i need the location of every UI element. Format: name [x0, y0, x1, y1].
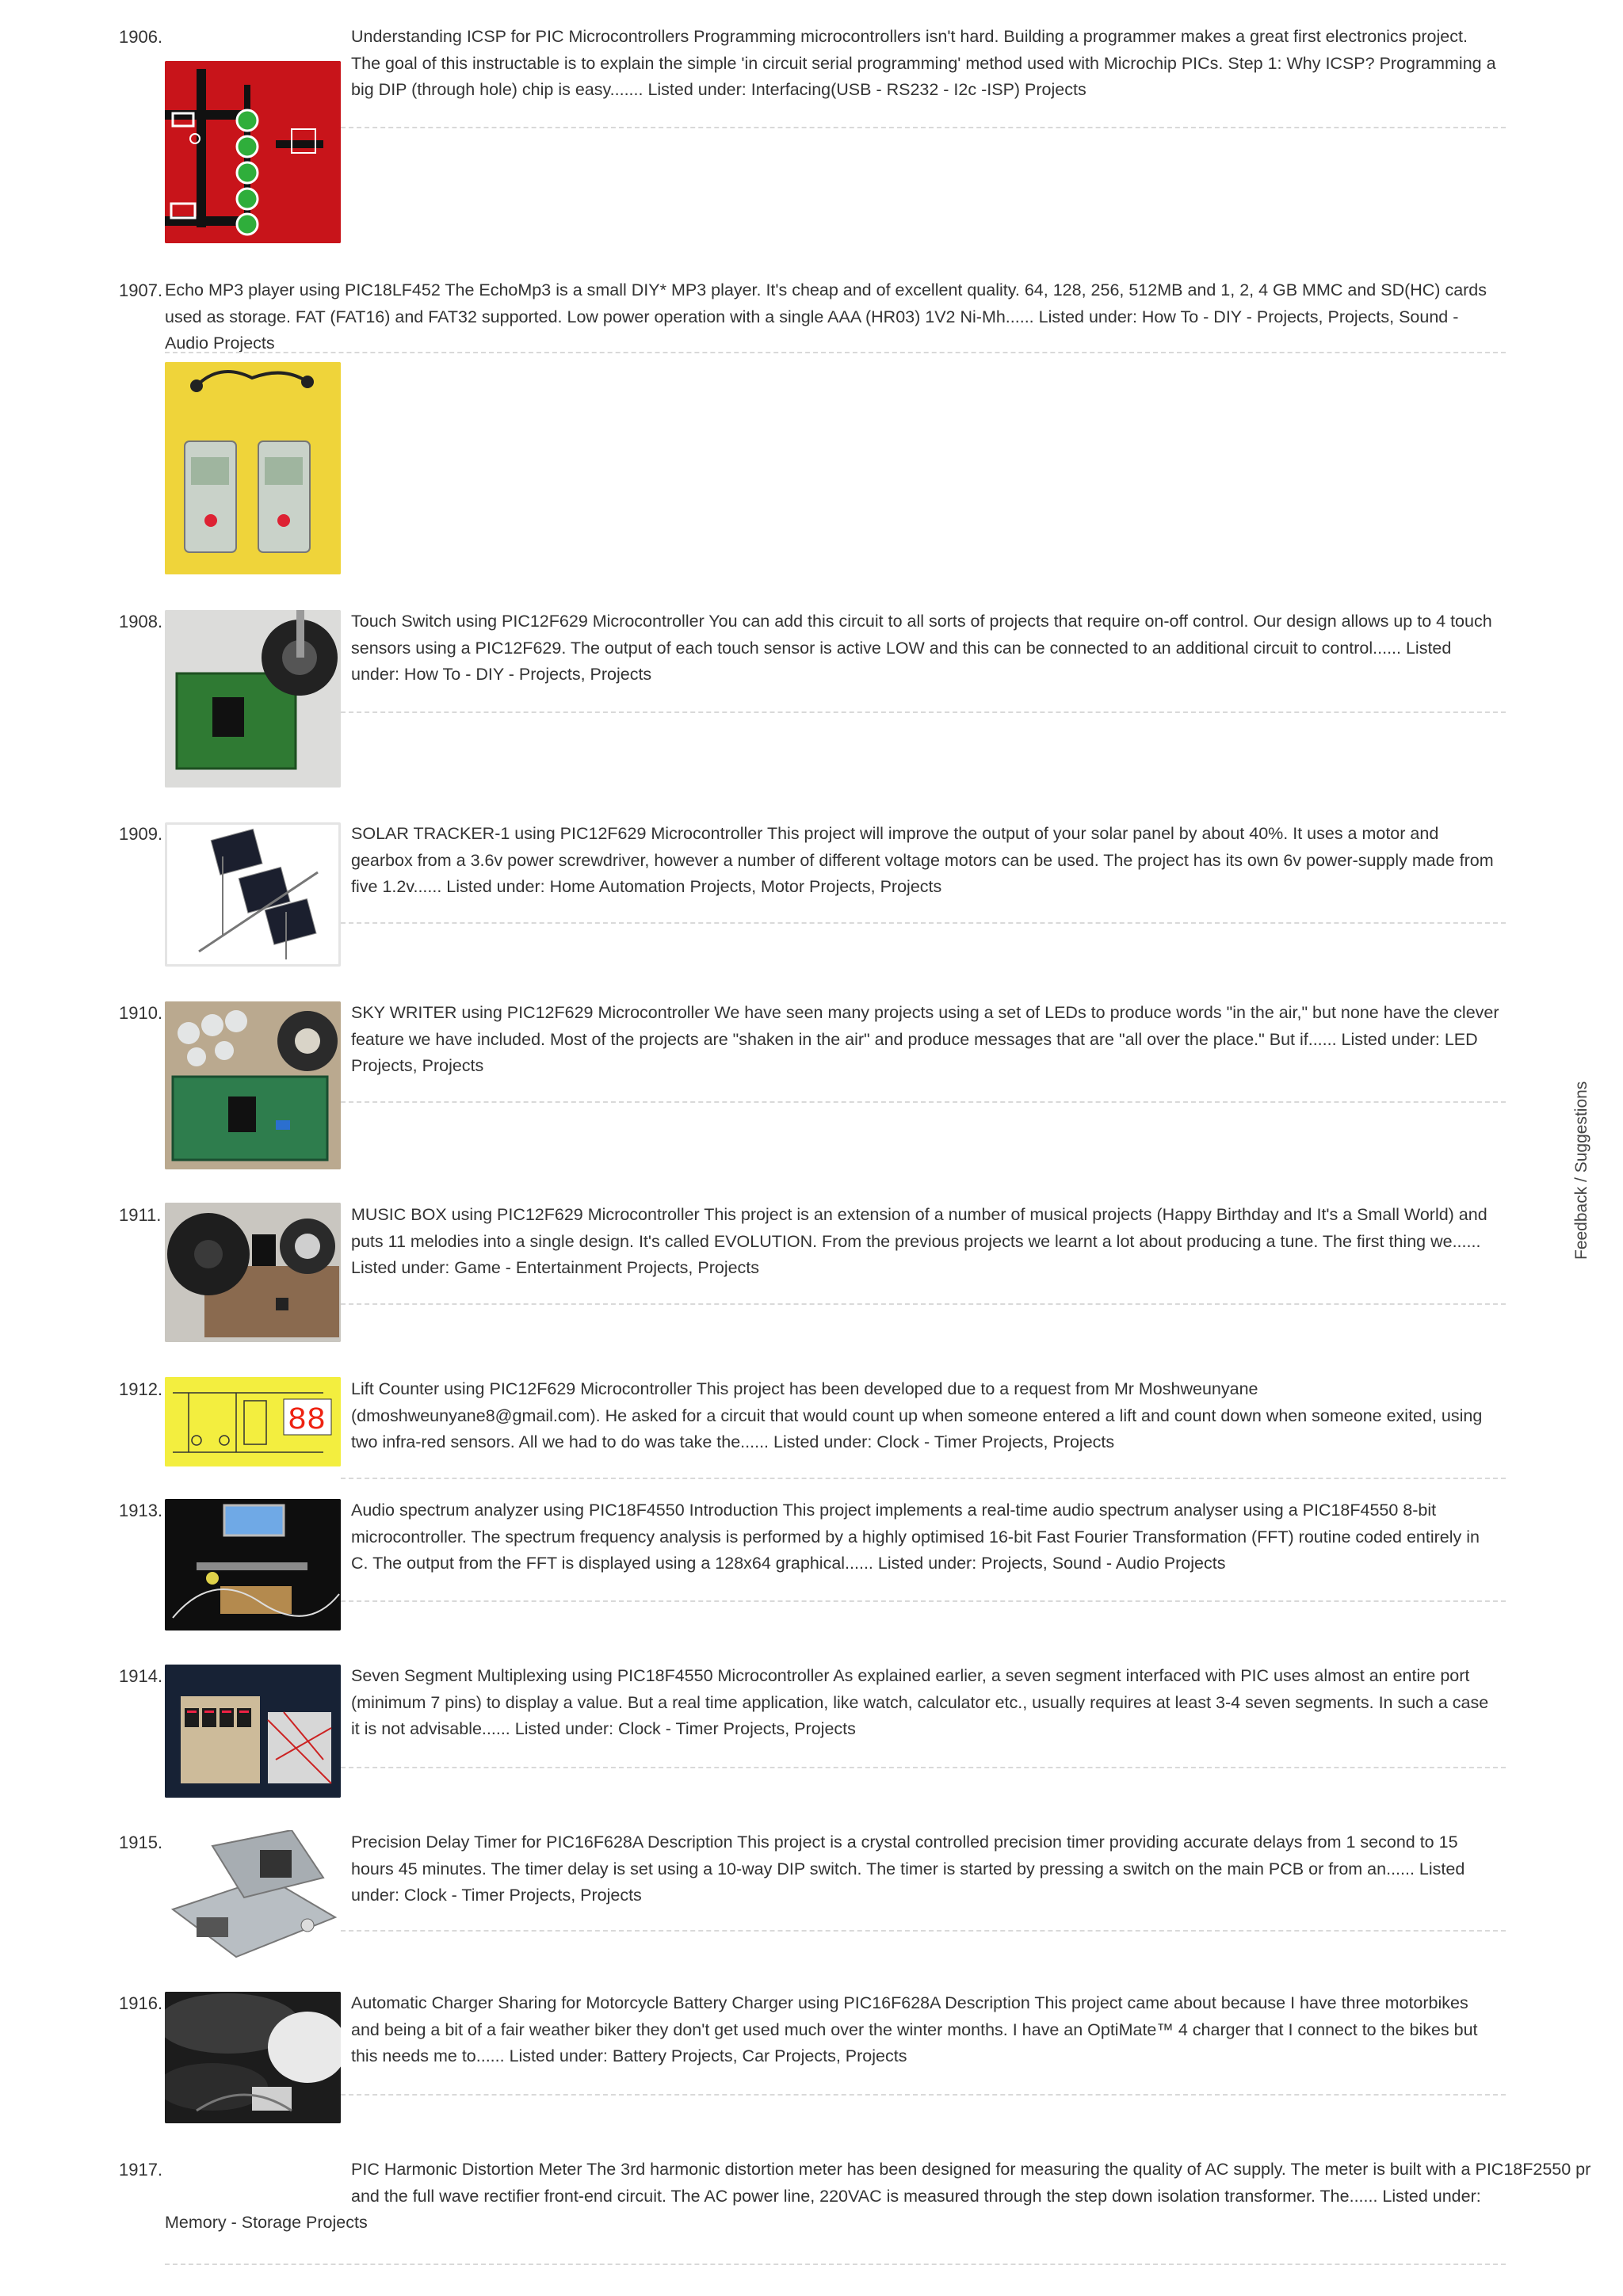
item-thumbnail[interactable]	[165, 1377, 341, 1466]
item-description[interactable]: MUSIC BOX using PIC12F629 Microcontroller This project is an extension of a number of musical projects (Happy Birthday and It's a Small World) and puts 11 melodies into a single design. It's called EVOLUTION. From the previous projects we learnt a lot about producing a tune. The first thing we...... Listed under: Game - Entertainment Projects, Projects	[351, 1205, 1487, 1277]
feedback-tab-label[interactable]: Feedback / Suggestions	[1572, 1081, 1591, 1260]
item-thumbnail[interactable]	[165, 1830, 341, 1960]
item-description[interactable]: Precision Delay Timer for PIC16F628A Description This project is a crystal controlled precision timer providing accurate delays from 1 second to 15 hours 45 minutes. The timer delay is set using a 10-way DIP switch. The timer is started by pressing a switch on the main PCB or from an...... Listed under: Clock - Timer Projects, Projects	[351, 1833, 1465, 1905]
separator	[341, 711, 1506, 713]
separator	[341, 922, 1506, 924]
item-number: 1917.	[119, 2160, 163, 2180]
item-number: 1914.	[119, 1666, 163, 1686]
item-thumbnail[interactable]	[165, 1499, 341, 1630]
item-thumbnail[interactable]	[165, 362, 341, 574]
item-thumbnail[interactable]	[165, 61, 341, 243]
item-description[interactable]: Seven Segment Multiplexing using PIC18F4550 Microcontroller As explained earlier, a seven segment interfaced with PIC uses almost an entire port (minimum 7 pins) to display a value. But a real time application, like watch, calculator etc., usually requires at least 3-4 seven segments. In such a case it is not advisable...... Listed under: Clock - Timer Projects, Projects	[351, 1666, 1489, 1738]
item-thumbnail[interactable]	[165, 822, 341, 967]
feedback-tab[interactable]	[1566, 1077, 1598, 1260]
item-number: 1910.	[119, 1003, 163, 1023]
item-description[interactable]: Lift Counter using PIC12F629 Microcontroller This project has been developed due to a request from Mr Moshweunyane (dmoshweunyane8@gmail.com). He asked for a circuit that would count up when someone entered a lift and count down when someone exited, using two infra-red sensors. All we had to do was take the...... Listed under: Clock - Timer Projects, Projects	[351, 1379, 1483, 1451]
item-description[interactable]: Automatic Charger Sharing for Motorcycle Battery Charger using PIC16F628A Description This project came about because I have three motorbikes and being a bit of a fair weather biker they don't get used much over the winter months. I have an OptiMate™ 4 charger that I connect to the bikes but this needs me to...... Listed under: Battery Projects, Car Projects, Projects	[351, 1993, 1478, 2065]
item-description[interactable]: PIC Harmonic Distortion Meter The 3rd harmonic distortion meter has been designed for measuring the quality of AC supply. The meter is built with a PIC18F2550 pr and the full wave rectifier front-end circuit. The AC power line, 220VAC is measured through the step down isolation transformer. The...... Listed under:	[351, 2160, 1591, 2206]
item-thumbnail[interactable]	[165, 1001, 341, 1169]
item-description[interactable]: Understanding ICSP for PIC Microcontrollers Programming microcontrollers isn't hard. Building a programmer makes a great first electronics project. The goal of this instructable is to explain the simple 'in circuit serial programming' method used with Microchip PICs. Step 1: Why ICSP? Programming a big DIP (through hole) chip is easy....... Listed under: Interfacing(USB - RS232 - I2c -ISP) Projects	[351, 27, 1496, 99]
item-number: 1912.	[119, 1379, 163, 1399]
separator	[341, 127, 1506, 128]
item-number: 1909.	[119, 824, 163, 844]
item-description-continued[interactable]: Memory - Storage Projects	[165, 2213, 368, 2232]
item-number: 1915.	[119, 1833, 163, 1852]
item-description[interactable]: Echo MP3 player using PIC18LF452 The EchoMp3 is a small DIY* MP3 player. It's cheap and of excellent quality. 64, 128, 256, 512MB and 1, 2, 4 GB MMC and SD(HC) cards used as storage. FAT (FAT16) and FAT32 supported. Low power operation with a single AAA (HR03) 1V2 Ni-Mh...... Listed under: How To - DIY - Projects, Projects, Sound - Audio Projects	[165, 280, 1487, 353]
item-number: 1911.	[119, 1205, 162, 1225]
item-number: 1916.	[119, 1993, 163, 2013]
item-number: 1908.	[119, 612, 163, 631]
item-description[interactable]: SOLAR TRACKER-1 using PIC12F629 Microcontroller This project will improve the output of your solar panel by about 40%. It uses a motor and gearbox from a 3.6v power screwdriver, however a number of different voltage motors can be used. The project has its own 6v power-supply made from five 1.2v...... Listed under: Home Automation Projects, Motor Projects, Projects	[351, 824, 1494, 896]
item-description[interactable]: Audio spectrum analyzer using PIC18F4550 Introduction This project implements a real-time audio spectrum analyser using a PIC18F4550 8-bit microcontroller. The spectrum frequency analysis is performed by a highly optimised 16-bit Fast Fourier Transformation (FFT) routine coded entirely in C. The output from the FFT is displayed using a 128x64 graphical...... Listed under: Projects, Sound - Audio Projects	[351, 1501, 1480, 1573]
item-description[interactable]: Touch Switch using PIC12F629 Microcontroller You can add this circuit to all sorts of projects that require on-off control. Our design allows up to 4 touch sensors using a PIC12F629. The output of each touch sensor is active LOW and this can be connected to an additional circuit to control...... Listed under: How To - DIY - Projects, Projects	[351, 612, 1492, 684]
svg-text:88: 88	[288, 1403, 327, 1439]
separator	[341, 1101, 1506, 1103]
separator	[341, 2094, 1506, 2096]
item-thumbnail[interactable]	[165, 1665, 341, 1798]
separator	[341, 1478, 1506, 1479]
separator	[341, 1600, 1506, 1602]
separator	[341, 1930, 1506, 1932]
item-description[interactable]: SKY WRITER using PIC12F629 Microcontroller We have seen many projects using a set of LEDs to produce words "in the air," but none have the clever feature we have included. Most of the projects are "shaken in the air" and produce messages that are "all over the place." But if...... Listed under: LED Projects, Projects	[351, 1003, 1499, 1075]
item-thumbnail[interactable]	[165, 610, 341, 788]
item-thumbnail[interactable]	[165, 1203, 341, 1342]
item-thumbnail[interactable]	[165, 1992, 341, 2123]
separator	[165, 2264, 1506, 2265]
separator	[165, 352, 1506, 353]
separator	[341, 1303, 1506, 1305]
item-number: 1913.	[119, 1501, 163, 1520]
item-number: 1907.	[119, 280, 163, 300]
separator	[341, 1767, 1506, 1768]
item-number: 1906.	[119, 27, 163, 47]
